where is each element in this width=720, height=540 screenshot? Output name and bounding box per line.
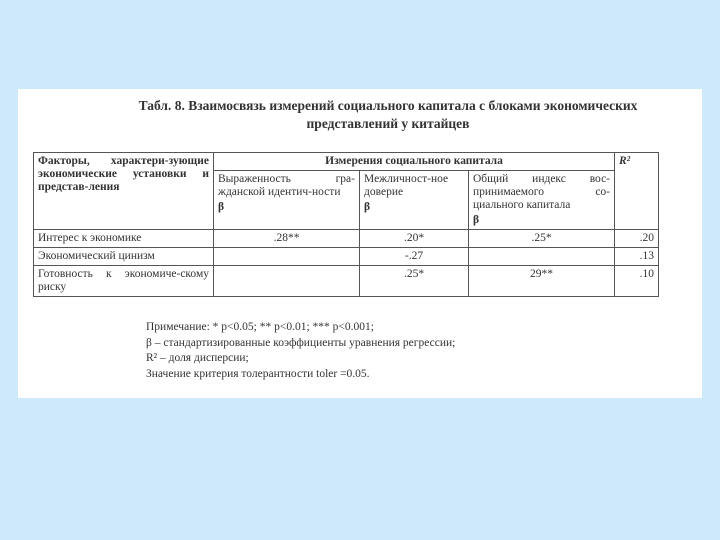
row-factor: Готовность к экономиче-скому риску [34,266,214,297]
slide-page [18,89,702,398]
row-value-trust: .25* [360,266,469,297]
note-line-1: Примечание: * p<0.05; ** p<0.01; *** p<0.001; [146,321,374,333]
row-value-civic: .28** [214,230,360,248]
header-r2: R² [615,153,659,230]
row-value-civic [214,248,360,266]
beta-label-1: β [218,201,225,213]
header-interpersonal-trust-label: Межличност-ное доверие [364,173,449,198]
table-note [146,320,666,382]
title-line-2: представлений у китайцев [306,116,470,131]
header-civic-identity [214,171,360,230]
header-overall-index-label: Общий индекс вос-принимаемого со-циального капитала [473,173,611,211]
note-line-2: β – стандартизированные коэффициенты уравнения регрессии; [146,336,456,349]
note-line-4: Значение критерия толерантности toler =0.05. [146,367,370,380]
note-line-3: R² – доля дисперсии; [146,352,249,364]
row-value-trust: .20* [360,230,469,248]
row-value-r2: .13 [615,248,659,266]
table-row [34,248,659,266]
header-civic-identity-label: Выраженность гра-жданской идентич-ности [218,173,355,198]
row-value-r2: .10 [615,266,659,297]
header-social-capital: Измерения социального капитала [214,153,615,171]
beta-label-2: β [364,201,371,213]
title-line-1: Табл. 8. Взаимосвязь измерений социального капитала с блоками экономических [138,98,638,113]
header-interpersonal-trust [360,171,469,230]
results-table [33,152,659,297]
table-row [34,266,659,297]
row-factor: Интерес к экономике [34,230,214,248]
row-value-civic [214,266,360,297]
row-value-r2: .20 [615,230,659,248]
header-factors: Факторы, характери-зующие экономические установки и представ-ления [34,153,214,230]
header-row-1 [34,153,659,171]
header-overall-index [469,171,615,230]
row-value-index [469,248,615,266]
table-row [34,230,659,248]
row-value-trust: -.27 [360,248,469,266]
row-factor: Экономический цинизм [34,248,214,266]
beta-label-3: β [473,214,480,226]
table-title [78,97,698,133]
row-value-index: 29** [469,266,615,297]
row-value-index: .25* [469,230,615,248]
